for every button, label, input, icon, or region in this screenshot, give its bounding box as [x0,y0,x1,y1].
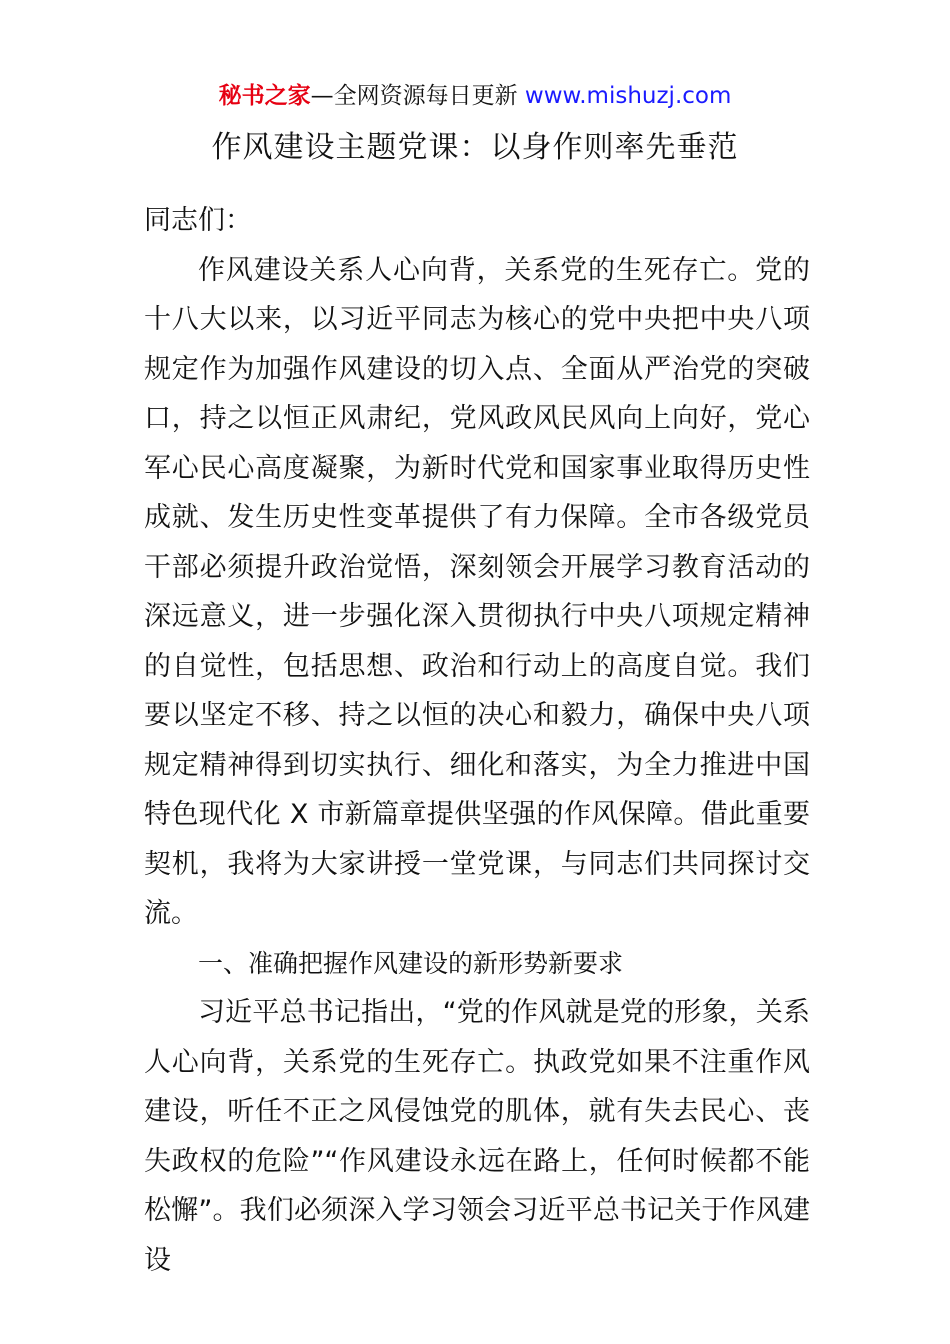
intro-paragraph: 作风建设关系人心向背，关系党的生死存亡。党的十八大以来，以习近平同志为核心的党中央把中央八项规定作为加强作风建设的切入点、全面从严治党的突破口，持之以恒正风肃纪，党风政风民风向上向好，党心军心民心高度凝聚，为新时代党和国家事业取得历史性成就、发生历史性变革提供了有力保障。全市各级党员干部必须提升政治觉悟，深刻领会开展学习教育活动的深远意义，进一步强化深入贯彻执行中央八项规定精神的自觉性，包括思想、政治和行动上的高度自觉。我们要以坚定不移、持之以恒的决心和毅力，确保中央八项规定精神得到切实执行、细化和落实，为全力推进中国特色现代化 X 市新篇章提供坚强的作风保障。借此重要契机，我将为大家讲授一堂党课，与同志们共同探讨交流。 [144,254,810,929]
document-title: 作风建设主题党课：以身作则率先垂范 [211,130,739,165]
site-header [0,80,950,112]
section-heading: 一、准确把握作风建设的新形势新要求 [198,948,624,978]
site-tagline: —全网资源每日更新 [310,83,525,109]
brand-name: 秘书之家 [218,83,311,109]
document-body [144,196,810,1285]
site-url-link[interactable]: www.mishuzj.com [524,83,732,109]
greeting: 同志们： [144,205,252,236]
section-paragraph: 习近平总书记指出，“党的作风就是党的形象，关系人心向背，关系党的生死存亡。执政党如果不注重作风建设，听任不正之风侵蚀党的肌体，就有失去民心、丧失政权的危险”“作风建设永远在路上，任何时候都不能松懈”。我们必须深入学习领会习近平总书记关于作风建设 [144,997,810,1276]
